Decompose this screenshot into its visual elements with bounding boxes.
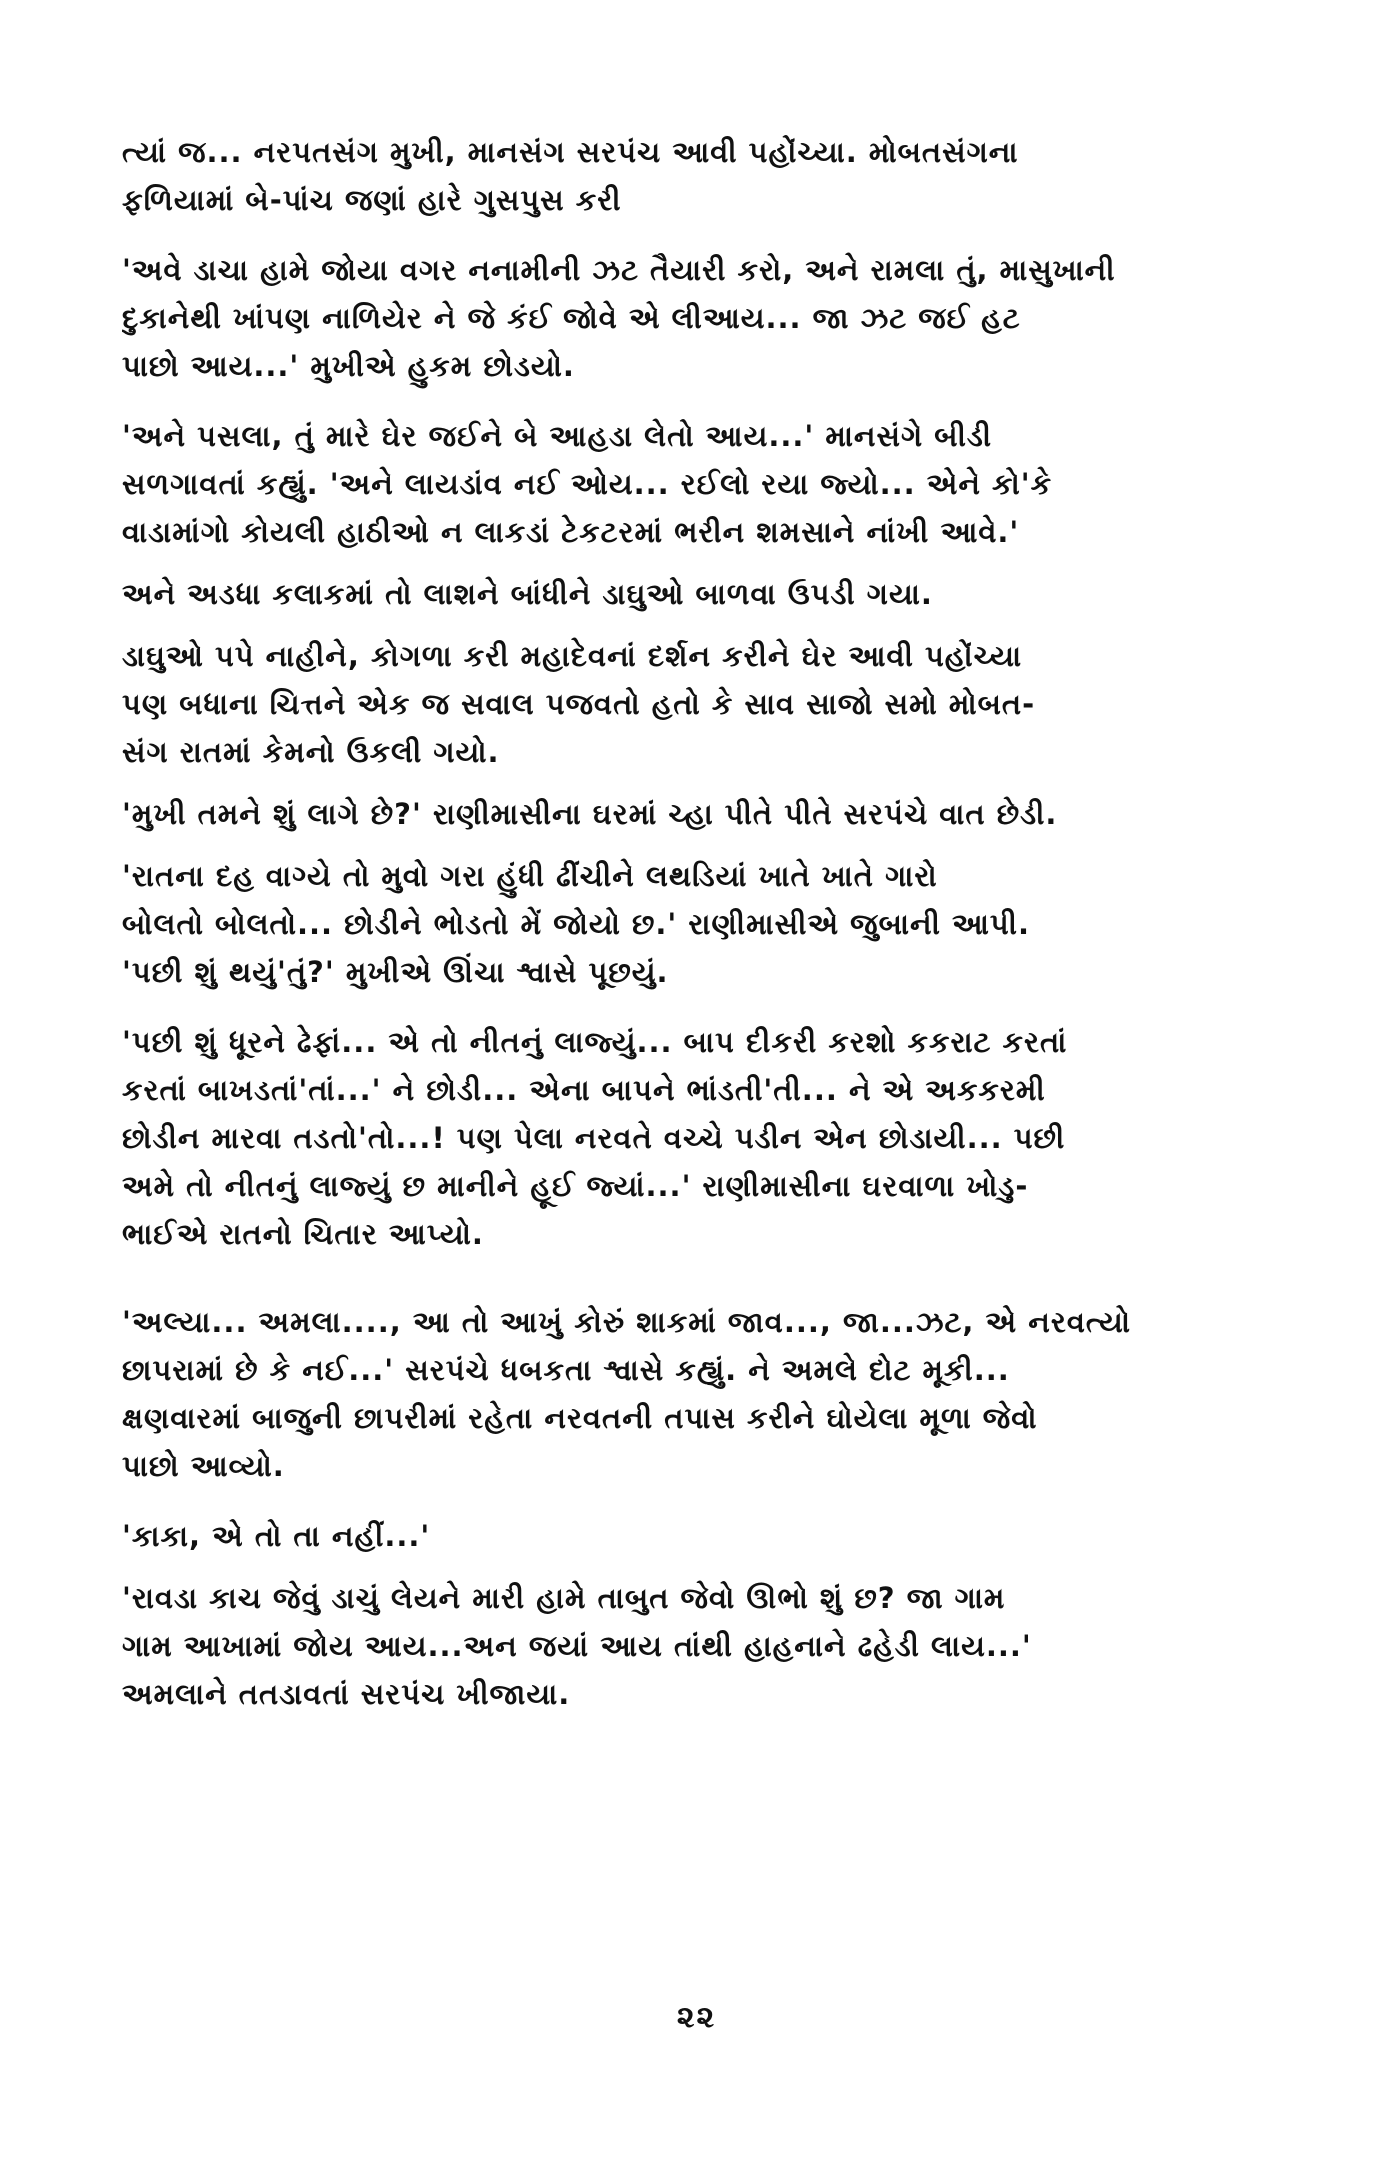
text-line: સંગ રાતમાં કેમનો ઉકલી ગયો. [122, 735, 500, 769]
paragraph [122, 128, 1305, 224]
text-line: ત્યાં જ... નરપતસંગ મુખી, માનસંગ સરપંચ આવી પહોંચ્યા. મોબતસંગના [122, 135, 1019, 169]
text-line: 'પછી શું ધૂરને ઢેફાં... એ તો નીતનું લાજ્યું... બાપ દીકરી કરશો કકરાટ કરતાં [122, 1025, 1068, 1059]
text-line: પાછો આય...' મુખીએ હુકમ છોડયો. [122, 349, 575, 383]
text-line: ક્ષણવારમાં બાજુની છાપરીમાં રહેતા નરવતની તપાસ કરીને ઘોયેલા મૂળા જેવો [122, 1401, 1038, 1435]
text-line: 'રાતના દહ વાગ્યે તો મુવો ગરા હુંધી ઢીંચીને લથડિયાં ખાતે ખાતે ગારો [122, 859, 938, 893]
text-line: 'અલ્યા... અમલા...., આ તો આખું કોરું શાકમાં જાવ..., જા...ઝટ, એ નરવત્યો [122, 1305, 1132, 1339]
text-line: બોલતો બોલતો... છોડીને ભોડતો મેં જોયો છ.' રાણીમાસીએ જુબાની આપી. [122, 907, 1030, 941]
text-line: 'કાકા, એ તો તા નહીં...' [122, 1519, 431, 1553]
paragraph [122, 412, 1305, 556]
text-line: કરતાં બાખડતાં'તાં...' ને છોડી... એના બાપને ભાંડતી'તી... ને એ અકકરમી [122, 1073, 1046, 1107]
paragraph [122, 790, 1305, 838]
text-line: દુકાનેથી ખાંપણ નાળિયેર ને જે કંઈ જોવે એ લીઆય... જા ઝટ જઈ હટ [122, 301, 1021, 335]
text-line: છોડીન મારવા તડતો'તો...! પણ પેલા નરવતે વચ્ચે પડીન એન છોડાયી... પછી [122, 1121, 1066, 1155]
paragraph [122, 632, 1305, 776]
paragraph [122, 246, 1305, 390]
text-line: 'અને પસલા, તું મારે ઘેર જઈને બે આહડા લેતો આય...' માનસંગે બીડી [122, 419, 993, 453]
paragraph [122, 1574, 1305, 1718]
paragraph [122, 570, 1305, 618]
paragraph [122, 1298, 1305, 1490]
text-line: અમે તો નીતનું લાજ્યું છ માનીને હૂઈ જ્યાં...' રાણીમાસીના ઘરવાળા ખોડુ- [122, 1169, 1029, 1203]
text-line: વાડામાંગો કોયલી હાઠીઓ ન લાકડાં ટેકટરમાં ભરીન શમસાને નાંખી આવે.' [122, 515, 1020, 549]
text-line: છાપરામાં છે કે નઈ...' સરપંચે ધબકતા શ્વાસે કહ્યું. ને અમલે દોટ મૂકી... [122, 1353, 1010, 1387]
text-line: પણ બધાના ચિત્તને એક જ સવાલ પજવતો હતો કે સાવ સાજો સમો મોબત- [122, 687, 1036, 721]
text-line: 'અવે ડાચા હામે જોયા વગર નનામીની ઝટ તૈયારી કરો, અને રામલા તું, માસુખાની [122, 253, 1116, 287]
text-line: 'પછી શું થયું'તું?' મુખીએ ઊંચા શ્વાસે પૂછયું. [122, 955, 669, 989]
text-line: પાછો આવ્યો. [122, 1449, 285, 1483]
text-line: 'રાવડા કાચ જેવું ડાચું લેયને મારી હામે તાબુત જેવો ઊભો શું છ? જા ગામ [122, 1581, 1006, 1615]
paragraph [122, 1512, 1305, 1560]
page-number: ૨૨ [676, 2000, 717, 2035]
text-line: ડાઘુઓ પપે નાહીને, કોગળા કરી મહાદેવનાં દર્શન કરીને ઘેર આવી પહોંચ્યા [122, 639, 1023, 673]
text-line: અને અડધા કલાકમાં તો લાશને બાંધીને ડાઘુઓ બાળવા ઉપડી ગયા. [122, 577, 933, 611]
paragraph [122, 852, 1305, 996]
paragraph [122, 1018, 1305, 1258]
text-line: સળગાવતાં કહ્યું. 'અને લાયડાંવ નઈ ઓય... રઈલો રયા જ્યો... એને કો'કે [122, 467, 1053, 501]
text-line: ભાઈએ રાતનો ચિતાર આપ્યો. [122, 1217, 484, 1251]
text-line: 'મુખી તમને શું લાગે છે?' રાણીમાસીના ઘરમાં ચ્હા પીતે પીતે સરપંચે વાત છેડી. [122, 797, 1058, 831]
text-line: ગામ આખામાં જોય આય...અન જયાં આય તાંથી હાહનાને ઢહેડી લાય...' [122, 1629, 1032, 1663]
text-line: ફળિયામાં બે-પાંચ જણાં હારે ગુસપુસ કરી [122, 183, 622, 217]
text-line: અમલાને તતડાવતાં સરપંચ ખીજાયા. [122, 1677, 571, 1711]
